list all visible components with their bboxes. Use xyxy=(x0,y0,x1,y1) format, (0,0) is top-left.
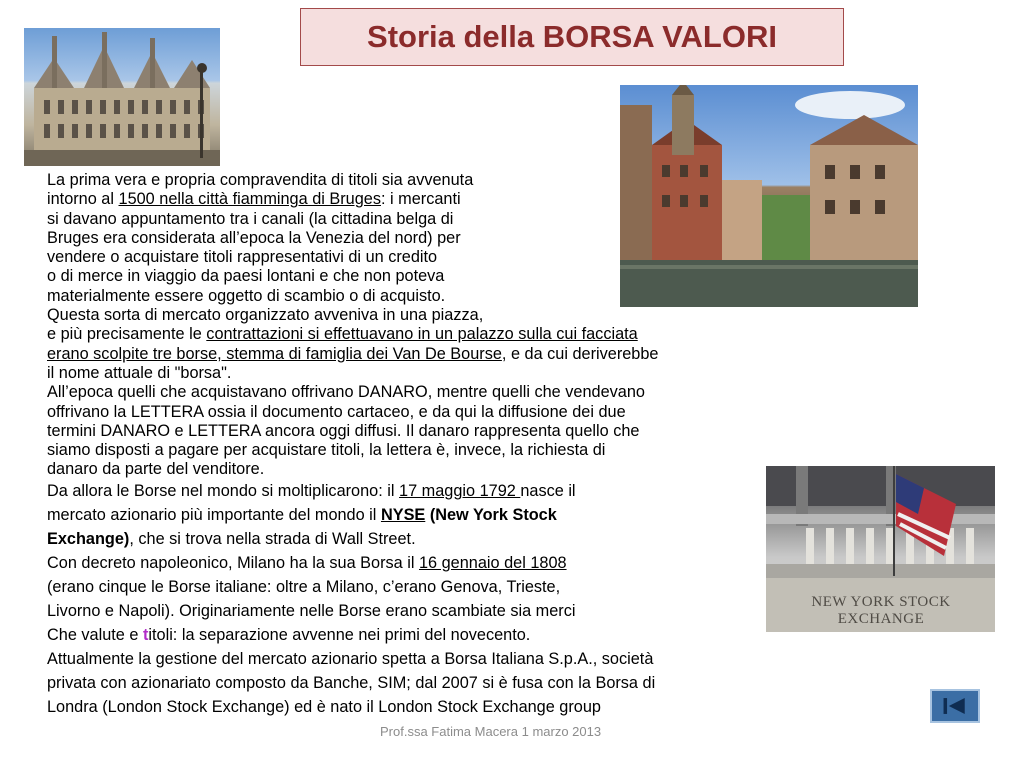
text-line: Questa sorta di mercato organizzato avveniva in una piazza, xyxy=(47,306,484,325)
text-line xyxy=(47,623,847,647)
text-line xyxy=(47,190,847,209)
text-line xyxy=(47,325,847,344)
text-line: Livorno e Napoli). Originariamente nelle Borse erano scambiate sia merci xyxy=(47,602,576,620)
text-line: il nome attuale di "borsa". xyxy=(47,363,232,382)
text-line: Londra (London Stock Exchange) ed è nato il London Stock Exchange group xyxy=(47,698,601,716)
text-line: offrivano la LETTERA ossia il documento cartaceo, e da qui la diffusione dei due xyxy=(47,402,626,421)
text-line xyxy=(47,551,847,575)
text-line: si davano appuntamento tra i canali (la cittadina belga di xyxy=(47,209,454,228)
slide-title: Storia della BORSA VALORI xyxy=(367,19,777,54)
text-line: o di merce in viaggio da paesi lontani e che non poteva xyxy=(47,267,445,286)
text-line: Attualmente la gestione del mercato azionario spetta a Borsa Italiana S.p.A., società xyxy=(47,650,654,668)
text-line: privata con azionariato composto da Banche, SIM; dal 2007 si è fusa con la Borsa di xyxy=(47,674,656,692)
text-cursor-mark: t xyxy=(142,626,149,644)
text-span: , e da cui deriverebbe xyxy=(501,344,659,363)
text-line xyxy=(47,479,847,503)
text-span: intorno al xyxy=(47,190,119,209)
text-line: All’epoca quelli che acquistavano offrivano DANARO, mentre quelli che vendevano xyxy=(47,383,645,402)
palazzo-link[interactable]: contrattazioni si effettuavano in un palazzo sulla cui facciata xyxy=(206,325,638,344)
footer-credit: Prof.ssa Fatima Macera 1 marzo 2013 xyxy=(380,724,602,739)
text-span: Exchange) xyxy=(47,530,130,548)
text-line: danaro da parte del venditore. xyxy=(47,460,265,479)
date-1808-link[interactable]: 16 gennaio del 1808 xyxy=(418,554,567,572)
text-span: Che valute e xyxy=(47,626,143,644)
nyse-link[interactable]: NYSE xyxy=(380,506,426,524)
skip-back-icon xyxy=(932,691,978,721)
title-box xyxy=(300,8,844,66)
nyse-sign-text: NEW YORK STOCK EXCHANGE xyxy=(811,594,951,627)
history-paragraph-1 xyxy=(47,171,847,480)
text-line xyxy=(47,503,847,527)
text-line: (erano cinque le Borse italiane: oltre a Milano, c’erano Genova, Trieste, xyxy=(47,578,561,596)
text-span: , che si trova nella strada di Wall Street. xyxy=(129,530,416,548)
history-paragraph-2 xyxy=(47,479,847,719)
text-span: itoli: la separazione avvenne nei primi del novecento. xyxy=(148,626,531,644)
text-line: siamo disposti a pagare per acquistare titoli, la lettera è, invece, la richiesta di xyxy=(47,441,606,460)
text-span: mercato azionario più importante del mondo il xyxy=(47,506,381,524)
text-span: Con decreto napoleonico, Milano ha la sua Borsa il xyxy=(47,554,419,572)
text-line xyxy=(47,527,847,551)
text-span: (New York Stock xyxy=(425,506,557,524)
text-span: Da allora le Borse nel mondo si moltiplicarono: il xyxy=(47,482,400,500)
bruges-1500-link[interactable]: 1500 nella città fiamminga di Bruges xyxy=(118,190,381,209)
text-line: La prima vera e propria compravendita di titoli sia avvenuta xyxy=(47,171,474,189)
bruges-palace-photo xyxy=(24,28,220,166)
van-de-bourse-link[interactable]: erano scolpite tre borse, stemma di famiglia dei Van De Bourse xyxy=(47,344,502,363)
back-to-start-button[interactable] xyxy=(930,689,980,723)
date-1792-link[interactable]: 17 maggio 1792 xyxy=(399,482,521,500)
text-line: termini DANARO e LETTERA ancora oggi diffusi. Il danaro rappresenta quello che xyxy=(47,421,640,440)
text-span: e più precisamente le xyxy=(47,325,207,344)
text-line xyxy=(47,345,847,364)
text-line: materialmente essere oggetto di scambio o di acquisto. xyxy=(47,286,446,305)
text-line: vendere o acquistare titoli rappresentativi di un credito xyxy=(47,248,438,267)
text-span: nasce il xyxy=(520,482,576,500)
text-span: : i mercanti xyxy=(380,190,461,209)
text-line: Bruges era considerata all’epoca la Venezia del nord) per xyxy=(47,228,461,247)
